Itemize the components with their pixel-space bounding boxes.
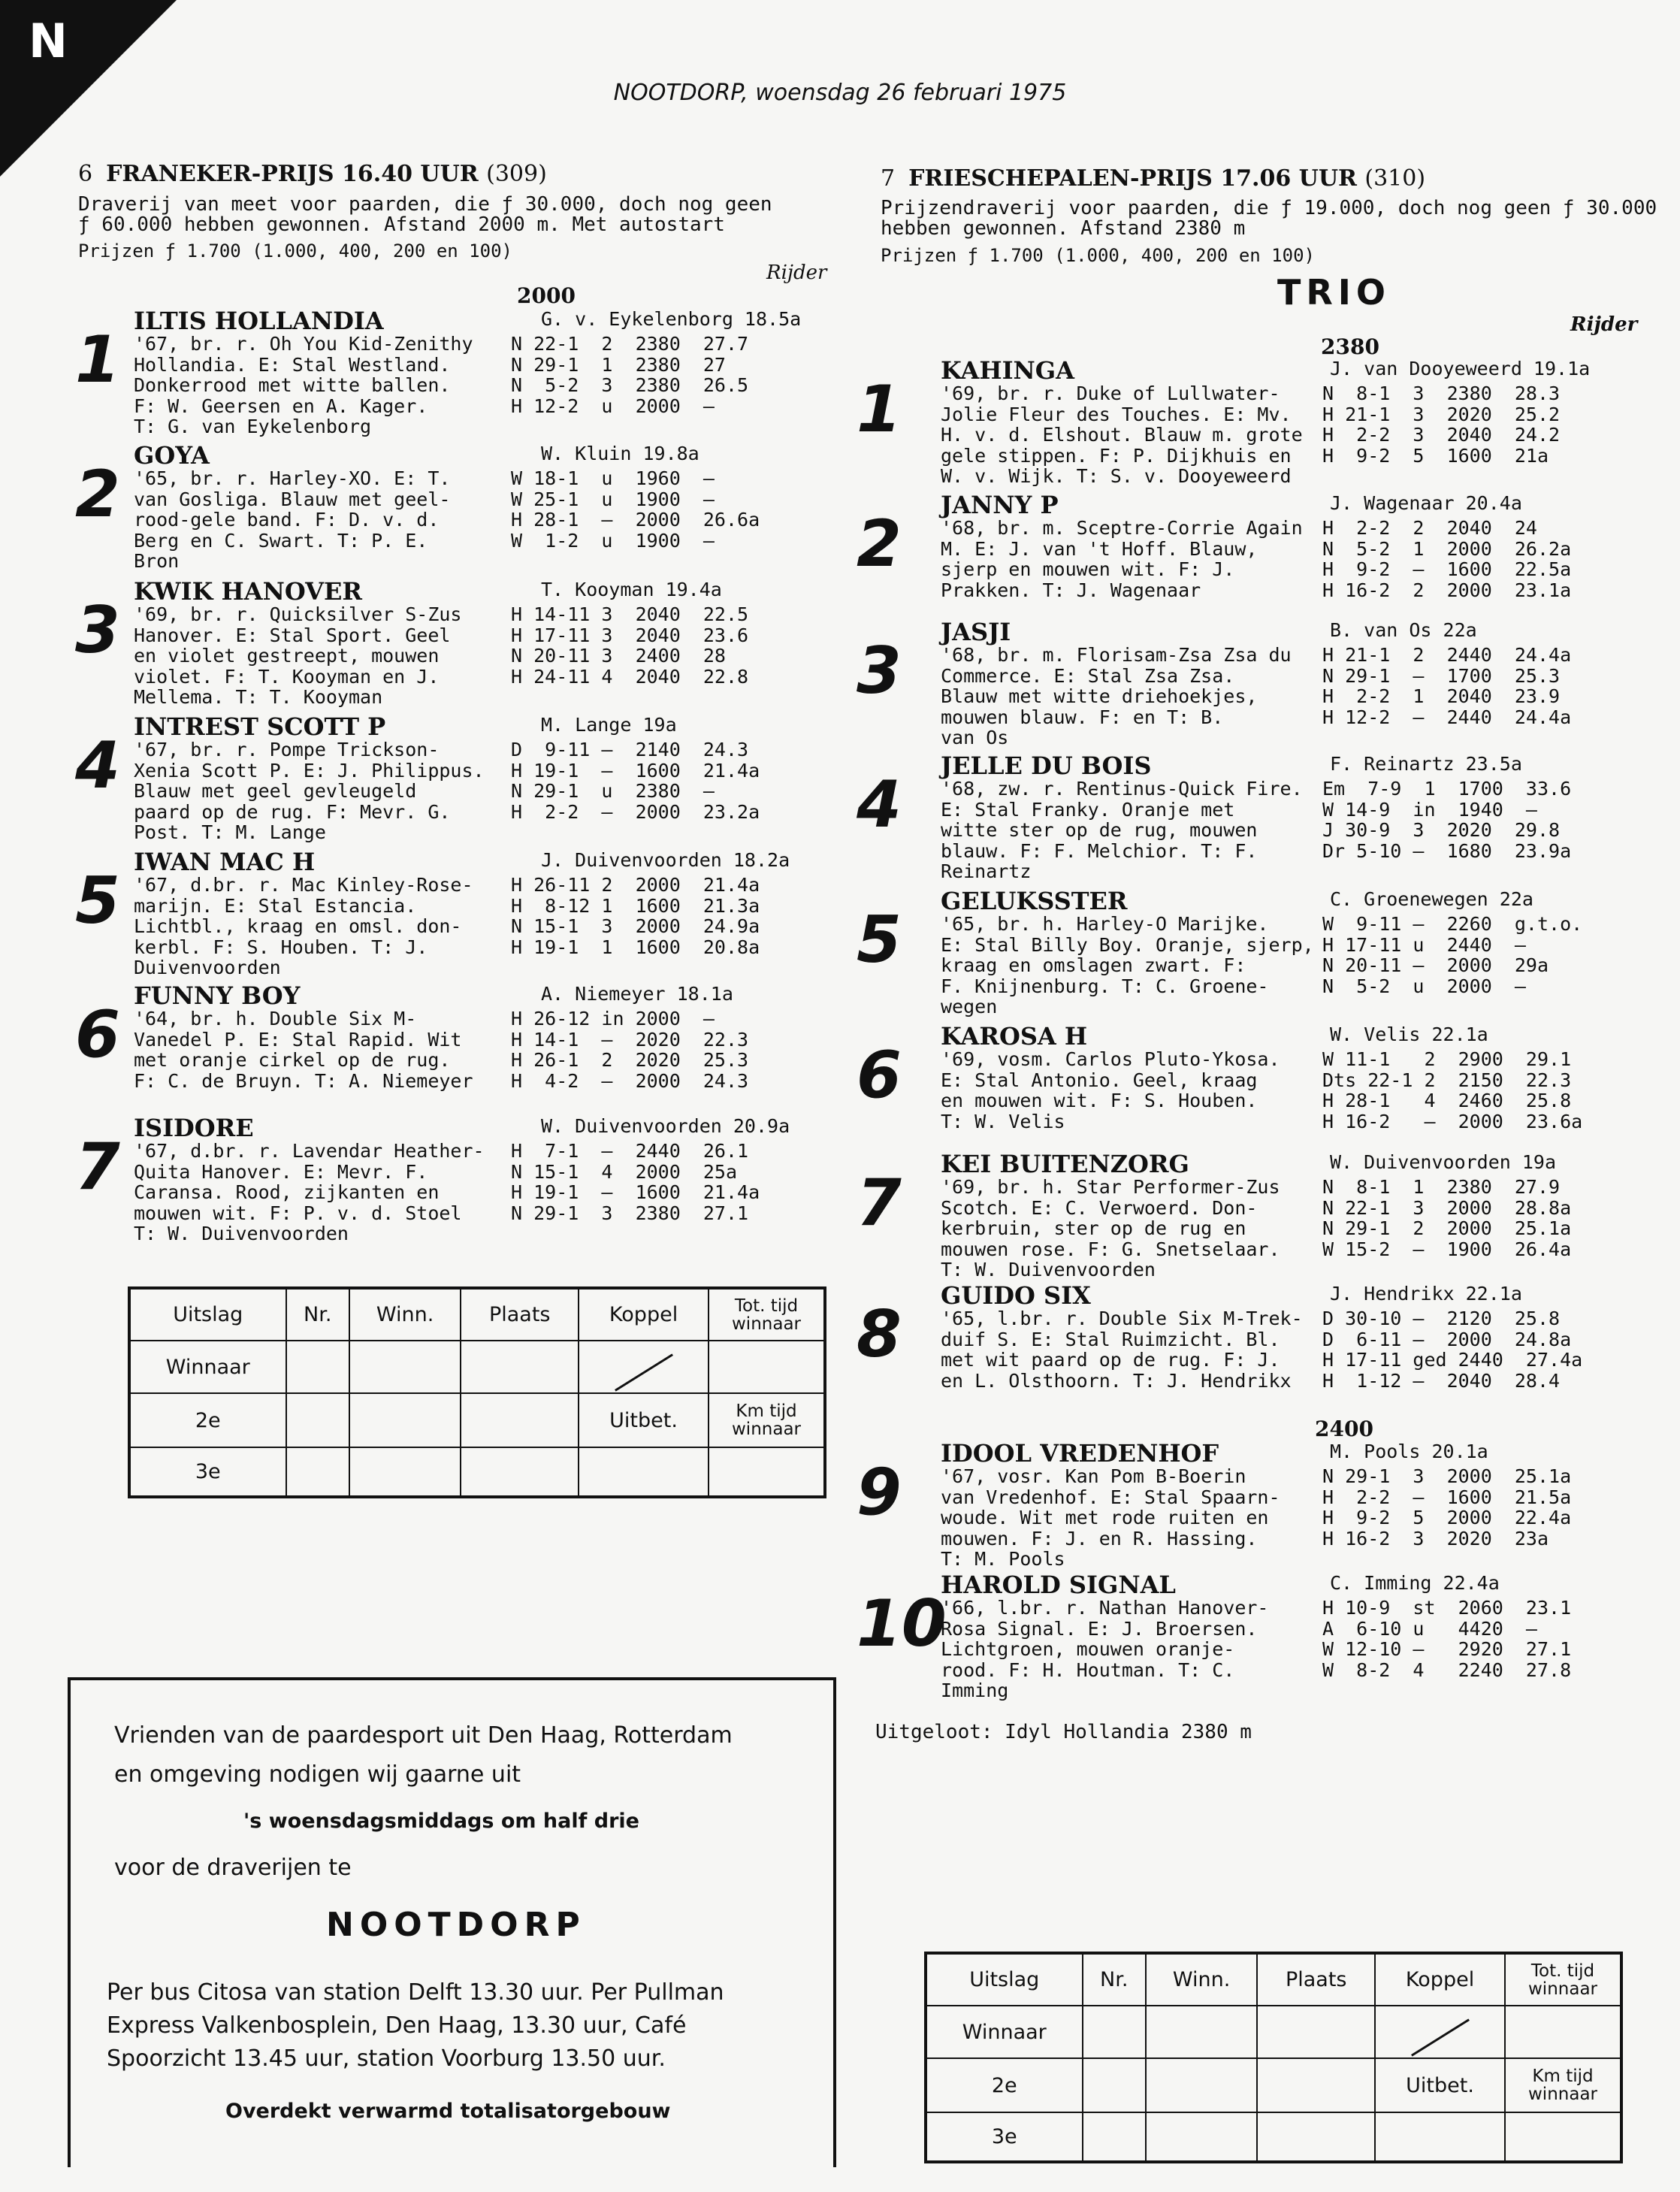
cell [286, 1341, 349, 1393]
entry-number: 4 [75, 728, 120, 803]
rider-name: T. Kooyman 19.4a [541, 579, 722, 600]
result-table-race6 [128, 1286, 826, 1498]
race6-number: 6 [78, 161, 93, 187]
entry-number: 5 [857, 902, 902, 978]
rider-name: W. Kluin 19.8a [541, 443, 699, 464]
horse-name: GUIDO SIX [941, 1281, 1091, 1310]
ad-line-8: Overdekt verwarmd totalisatorgebouw [225, 2100, 671, 2123]
uitbet-label: Uitbet. [1375, 2058, 1505, 2112]
col-tot-tijd: Tot. tijd winnaar [1505, 1953, 1621, 2006]
race6-conditions: Draverij van meet voor paarden, die ƒ 30.000, doch nog geen ƒ 60.000 hebben gewonnen. Afstand 2000 m. Met autostart [78, 193, 772, 236]
cell [709, 1341, 825, 1393]
horse-description: '69, br. r. Duke of Lullwater- Jolie Fleur des Touches. E: Mv. H. v. d. Elshout. Blauw m. grote gele stippen. F: P. Dijkhuis en W. v. Wijk. T: S. v. Dooyeweerd [941, 382, 1303, 487]
race6-title-text: FRANEKER-PRIJS 16.40 UUR [106, 161, 479, 187]
col-plaats: Plaats [461, 1288, 579, 1341]
horse-description: '68, br. m. Sceptre-Corrie Again M. E: J. van 't Hoff. Blauw, sjerp en mouwen wit. F: J. Prakken. T: J. Wagenaar [941, 517, 1303, 601]
ad-line-6: Express Valkenbosplein, Den Haag, 13.30 uur, Café [107, 2012, 687, 2039]
performance-record: H 26-11 2 2000 21.4a H 8-12 1 1600 21.3a N 15-1 3 2000 24.9a H 19-1 1 1600 20.8a [511, 874, 760, 958]
horse-name: JANNY P [941, 491, 1059, 519]
koppel-slash [579, 1341, 709, 1393]
horse-description: '69, br. r. Quicksilver S-Zus Hanover. E: Stal Sport. Geel en violet gestreept, mouwen violet. F: T. Kooyman en J. Mellema. T: T. Kooyman [134, 603, 462, 708]
horse-description: '67, br. r. Oh You Kid-Zenithy Hollandia. E: Stal Westland. Donkerrood met witte ballen. F: W. Geersen en A. Kager. T: G. van Eykelenborg [134, 333, 473, 437]
entry-number: 4 [857, 767, 902, 842]
koppel-slash [1375, 2006, 1505, 2058]
horse-name: KEI BUITENZORG [941, 1150, 1189, 1178]
col-winn: Winn. [1146, 1953, 1257, 2006]
performance-record: W 18-1 u 1960 — W 25-1 u 1900 — H 28-1 — 2000 26.6a W 1-2 u 1900 — [511, 467, 760, 552]
ad-line-7: Spoorzicht 13.45 uur, station Voorburg 13.50 uur. [107, 2045, 666, 2072]
cell [286, 1447, 349, 1497]
cell [349, 1447, 461, 1497]
cell [349, 1341, 461, 1393]
race7-conditions: Prijzendraverij voor paarden, die ƒ 19.000, doch nog geen ƒ 30.000 hebben gewonnen. Afstand 2380 m [881, 197, 1657, 240]
performance-record: H 14-11 3 2040 22.5 H 17-11 3 2040 23.6 N 20-11 3 2400 28 H 24-11 4 2040 22.8 [511, 603, 749, 688]
col-uitslag: Uitslag [129, 1288, 286, 1341]
uitbet-label: Uitbet. [579, 1393, 709, 1447]
horse-name: IDOOL VREDENHOF [941, 1439, 1219, 1468]
performance-record: H 26-12 in 2000 — H 14-1 — 2020 22.3 H 26-1 2 2020 25.3 H 4-2 — 2000 24.3 [511, 1008, 749, 1092]
horse-description: '69, br. h. Star Performer-Zus Scotch. E: C. Verwoerd. Don- kerbruin, ster op de rug en mouwen rose. F: G. Snetselaar. T: W. Duivenvoorden [941, 1176, 1280, 1280]
performance-record: H 21-1 2 2440 24.4a N 29-1 — 1700 25.3 H 2-2 1 2040 23.9 H 12-2 — 2440 24.4a [1322, 644, 1572, 728]
performance-record: N 8-1 1 2380 27.9 N 22-1 3 2000 28.8a N 29-1 2 2000 25.1a W 15-2 — 1900 26.4a [1322, 1176, 1572, 1260]
rider-name: W. Velis 22.1a [1330, 1023, 1488, 1045]
ad-line-5: Per bus Citosa van station Delft 13.30 uur. Per Pullman [107, 1979, 724, 2006]
horse-description: '64, br. h. Double Six M- Vanedel P. E: Stal Rapid. Wit met oranje cirkel op de rug. F: C. de Bruyn. T: A. Niemeyer [134, 1008, 473, 1092]
horse-name: KAROSA H [941, 1022, 1088, 1051]
col-uitslag: Uitslag [926, 1953, 1083, 2006]
horse-description: '67, br. r. Pompe Trickson- Xenia Scott P. E: J. Philippus. Blauw met geel gevleugeld paard op de rug. F: Mevr. G. Post. T: M. Lange [134, 739, 485, 843]
advertisement-box [68, 1677, 836, 2167]
race7-code: (310) [1364, 165, 1426, 192]
rider-name: F. Reinartz 23.5a [1330, 753, 1522, 775]
km-tijd-label: Km tijd winnaar [1505, 2058, 1621, 2112]
entry-number: 7 [75, 1129, 120, 1205]
cell [349, 1393, 461, 1447]
cell [286, 1393, 349, 1447]
rider-name: A. Niemeyer 18.1a [541, 983, 733, 1005]
performance-record: Em 7-9 1 1700 33.6 W 14-9 in 1940 — J 30-9 3 2020 29.8 Dr 5-10 — 1680 23.9a [1322, 778, 1572, 862]
performance-record: N 29-1 3 2000 25.1a H 2-2 — 1600 21.5a H 9-2 5 2000 22.4a H 16-2 3 2020 23a [1322, 1465, 1572, 1550]
race7-title-text: FRIESCHEPALEN-PRIJS 17.06 UUR [908, 165, 1357, 192]
ad-title: NOOTDORP [326, 1906, 586, 1944]
race7-footer: Uitgeloot: Idyl Hollandia 2380 m [875, 1721, 1252, 1743]
entry-number: 3 [75, 593, 120, 668]
race6-code: (309) [486, 161, 547, 187]
ad-line-3: 's woensdagsmiddags om half drie [243, 1810, 639, 1833]
cell [1257, 2006, 1375, 2058]
ad-line-4: voor de draverijen te [114, 1855, 352, 1881]
cell [1257, 2058, 1375, 2112]
horse-description: '67, d.br. r. Lavendar Heather- Quita Hanover. E: Mevr. F. Caransa. Rood, zijkanten en mouwen wit. F: P. v. d. Stoel T: W. Duivenvoorden [134, 1140, 485, 1244]
km-tijd-label: Km tijd winnaar [709, 1393, 825, 1447]
rider-name: G. v. Eykelenborg 18.5a [541, 308, 802, 330]
race7-trio: TRIO [1277, 272, 1391, 313]
entry-number: 2 [857, 506, 902, 582]
rider-name: B. van Os 22a [1330, 619, 1477, 641]
entry-number: 6 [75, 997, 120, 1072]
dateline: NOOTDORP, woensdag 26 februari 1975 [613, 80, 1067, 106]
race7-distance-2400: 2400 [1315, 1416, 1373, 1441]
col-nr: Nr. [1083, 1953, 1146, 2006]
rider-name: W. Duivenvoorden 19a [1330, 1151, 1557, 1173]
horse-name: JELLE DU BOIS [941, 751, 1152, 780]
row-2e: 2e [129, 1393, 286, 1447]
entry-number: 1 [857, 372, 902, 447]
performance-record: D 9-11 — 2140 24.3 H 19-1 — 1600 21.4a N 29-1 u 2380 — H 2-2 — 2000 23.2a [511, 739, 760, 823]
race6-rijder-label: Rijder [766, 262, 827, 284]
rider-name: M. Lange 19a [541, 714, 677, 736]
race6-distance: 2000 [517, 283, 576, 308]
cell [1146, 2006, 1257, 2058]
performance-record: D 30-10 — 2120 25.8 D 6-11 — 2000 24.8a H 17-11 ged 2440 27.4a H 1-12 — 2040 28.4 [1322, 1308, 1583, 1392]
race7-rijder-label: Rijder [1570, 313, 1638, 336]
performance-record: W 9-11 — 2260 g.t.o. H 17-11 u 2440 — N 20-11 — 2000 29a N 5-2 u 2000 — [1322, 913, 1583, 997]
performance-record: N 22-1 2 2380 27.7 N 29-1 1 2380 27 N 5-2 3 2380 26.5 H 12-2 u 2000 — [511, 333, 749, 417]
entry-number: 6 [857, 1038, 902, 1113]
row-winnaar: Winnaar [129, 1341, 286, 1393]
row-2e: 2e [926, 2058, 1083, 2112]
cell [1146, 2112, 1257, 2162]
corner-letter: N [29, 14, 68, 68]
performance-record: W 11-1 2 2900 29.1 Dts 22-1 2 2150 22.3 H 28-1 4 2460 25.8 H 16-2 — 2000 23.6a [1322, 1048, 1583, 1132]
row-3e: 3e [129, 1447, 286, 1497]
cell [1146, 2058, 1257, 2112]
performance-record: H 2-2 2 2040 24 N 5-2 1 2000 26.2a H 9-2 — 1600 22.5a H 16-2 2 2000 23.1a [1322, 517, 1572, 601]
horse-name: KWIK HANOVER [134, 577, 362, 606]
horse-name: ISIDORE [134, 1114, 254, 1142]
entry-number: 7 [857, 1166, 902, 1241]
performance-record: H 10-9 st 2060 23.1 A 6-10 u 4420 — W 12-10 — 2920 27.1 W 8-2 4 2240 27.8 [1322, 1597, 1572, 1681]
horse-description: '67, vosr. Kan Pom B-Boerin van Vredenhof. E: Stal Spaarn- woude. Wit met rode ruiten en mouwen. F: J. en R. Hassing. T: M. Pools [941, 1465, 1280, 1570]
cell [1083, 2112, 1146, 2162]
row-winnaar: Winnaar [926, 2006, 1083, 2058]
col-winn: Winn. [349, 1288, 461, 1341]
col-koppel: Koppel [579, 1288, 709, 1341]
entry-number: 8 [857, 1297, 902, 1372]
entry-number: 10 [857, 1586, 947, 1661]
horse-name: HAROLD SIGNAL [941, 1571, 1176, 1599]
cell [1375, 2112, 1505, 2162]
race7-number: 7 [881, 165, 896, 192]
entry-number: 9 [857, 1455, 902, 1530]
horse-description: '67, d.br. r. Mac Kinley-Rose- marijn. E: Stal Estancia. Lichtbl., kraag en omsl. don- kerbl. F: S. Houben. T: J. Duivenvoorden [134, 874, 473, 978]
cell [1505, 2006, 1621, 2058]
horse-description: '68, zw. r. Rentinus-Quick Fire. E: Stal Franky. Oranje met witte ster op de rug, mouwen blauw. F: F. Melchior. T: F. Reinartz [941, 778, 1303, 882]
cell [1083, 2058, 1146, 2112]
cell [461, 1393, 579, 1447]
rider-name: J. Duivenvoorden 18.2a [541, 849, 790, 871]
horse-name: FUNNY BOY [134, 981, 301, 1010]
horse-description: '65, br. r. Harley-XO. E: T. van Gosliga. Blauw met geel- rood-gele band. F: D. v. d. Berg en C. Swart. T: P. E. Bron [134, 467, 451, 572]
race7-distance-2380: 2380 [1321, 334, 1379, 359]
ad-line-1: Vrienden van de paardesport uit Den Haag, Rotterdam [114, 1722, 733, 1749]
cell [1505, 2112, 1621, 2162]
horse-description: '68, br. m. Florisam-Zsa Zsa du Commerce. E: Stal Zsa Zsa. Blauw met witte driehoekjes, mouwen blauw. F: en T: B. van Os [941, 644, 1292, 748]
row-3e: 3e [926, 2112, 1083, 2162]
race7-prizes: Prijzen ƒ 1.700 (1.000, 400, 200 en 100) [881, 245, 1315, 266]
rider-name: C. Imming 22.4a [1330, 1572, 1500, 1594]
entry-number: 2 [75, 457, 120, 532]
rider-name: J. van Dooyeweerd 19.1a [1330, 358, 1591, 379]
horse-name: INTREST SCOTT P [134, 712, 386, 741]
horse-name: IWAN MAC H [134, 848, 316, 876]
entry-number: 3 [857, 633, 902, 709]
race6-title [78, 161, 547, 187]
entry-number: 1 [75, 322, 120, 398]
horse-description: '66, l.br. r. Nathan Hanover- Rosa Signal. E: J. Broersen. Lichtgroen, mouwen oranje- rood. F: H. Houtman. T: C. Imming [941, 1597, 1269, 1701]
col-nr: Nr. [286, 1288, 349, 1341]
horse-description: '65, l.br. r. Double Six M-Trek- duif S. E: Stal Ruimzicht. Bl. met wit paard op de rug. F: J. en L. Olsthoorn. T: J. Hendrikx [941, 1308, 1303, 1392]
rider-name: C. Groenewegen 22a [1330, 888, 1533, 910]
rider-name: J. Wagenaar 20.4a [1330, 492, 1522, 514]
horse-name: JASJI [941, 618, 1011, 646]
horse-name: GOYA [134, 441, 210, 470]
cell [461, 1341, 579, 1393]
ad-line-2: en omgeving nodigen wij gaarne uit [114, 1761, 521, 1788]
result-table-race7 [924, 1952, 1623, 2163]
cell [579, 1447, 709, 1497]
rider-name: J. Hendrikx 22.1a [1330, 1283, 1522, 1305]
cell [709, 1447, 825, 1497]
rider-name: M. Pools 20.1a [1330, 1441, 1488, 1462]
race7-title [881, 165, 1425, 192]
cell [1257, 2112, 1375, 2162]
entry-number: 5 [75, 863, 120, 939]
col-tot-tijd: Tot. tijd winnaar [709, 1288, 825, 1341]
horse-name: GELUKSSTER [941, 887, 1128, 915]
horse-name: ILTIS HOLLANDIA [134, 307, 384, 335]
col-koppel: Koppel [1375, 1953, 1505, 2006]
cell [461, 1447, 579, 1497]
rider-name: W. Duivenvoorden 20.9a [541, 1115, 790, 1137]
race6-prizes: Prijzen ƒ 1.700 (1.000, 400, 200 en 100) [78, 240, 512, 262]
col-plaats: Plaats [1257, 1953, 1375, 2006]
cell [1083, 2006, 1146, 2058]
performance-record: H 7-1 — 2440 26.1 N 15-1 4 2000 25a H 19-1 — 1600 21.4a N 29-1 3 2380 27.1 [511, 1140, 760, 1224]
horse-description: '69, vosm. Carlos Pluto-Ykosa. E: Stal Antonio. Geel, kraag en mouwen wit. F: S. Houben. T: W. Velis [941, 1048, 1280, 1132]
performance-record: N 8-1 3 2380 28.3 H 21-1 3 2020 25.2 H 2-2 3 2040 24.2 H 9-2 5 1600 21a [1322, 382, 1561, 467]
horse-description: '65, br. h. Harley-O Marijke. E: Stal Billy Boy. Oranje, sjerp, kraag en omslagen zwart. F: F. Knijnenburg. T: C. Groene- wegen [941, 913, 1314, 1017]
horse-name: KAHINGA [941, 356, 1074, 385]
